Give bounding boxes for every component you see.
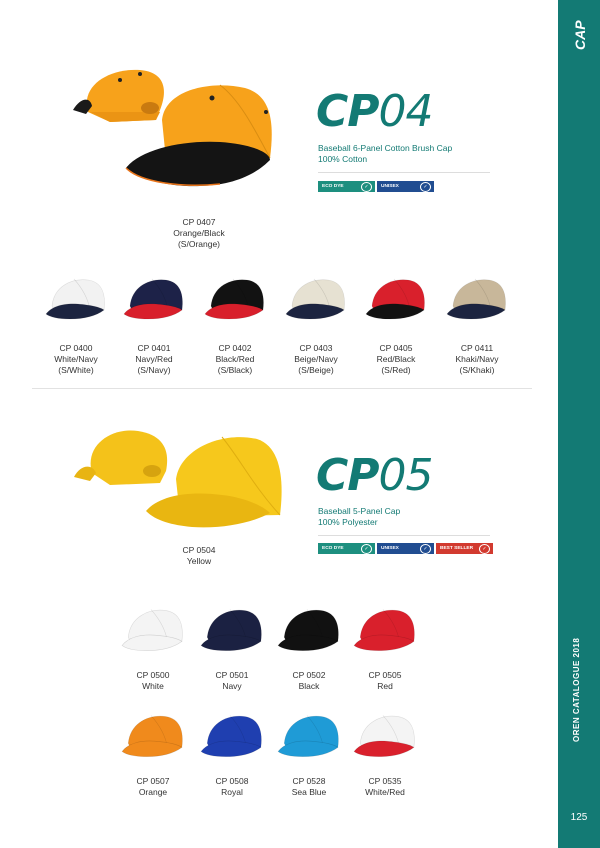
variant-label — [437, 343, 517, 376]
cap-image — [44, 275, 108, 326]
variant-code: CP 0502 — [292, 670, 326, 680]
cap-image — [276, 712, 342, 763]
variant-colour: Orange — [138, 787, 168, 797]
badge — [436, 543, 493, 554]
cp04-description — [318, 143, 452, 165]
variant-label — [195, 343, 275, 376]
cp04-hero-label: CP 0407 Orange/Black (S/Orange) — [173, 217, 225, 249]
variant-code: CP 0501 — [215, 670, 249, 680]
badge-icon: ✓ — [361, 182, 372, 192]
variant-colour: Sea Blue — [291, 787, 327, 797]
variant-sandwich: (S/Navy) — [137, 365, 171, 375]
variant-colour: Black/Red — [215, 354, 255, 364]
variant-label — [356, 343, 436, 376]
variant-label — [345, 776, 425, 798]
cap-image — [122, 275, 186, 326]
variant-code: CP 0405 — [379, 343, 413, 353]
badge-label: UNISEX — [381, 184, 399, 189]
badge — [318, 543, 375, 554]
variant-code: CP 0403 — [299, 343, 333, 353]
variant-label — [269, 670, 349, 692]
badge-icon: ✓ — [420, 544, 431, 554]
cap-image — [199, 712, 265, 763]
cap-image — [352, 606, 418, 657]
variant-code: CP 0528 — [292, 776, 326, 786]
variant-code: CP 0507 — [136, 776, 170, 786]
cp05-material: 100% Polyester — [318, 517, 378, 527]
variant-code: CP 0505 — [368, 670, 402, 680]
variant-label — [269, 776, 349, 798]
badge-icon: ✓ — [479, 544, 490, 554]
category-label: CAP — [572, 20, 588, 50]
variant-label — [276, 343, 356, 376]
cap-image — [203, 275, 267, 326]
cp05-description — [318, 506, 400, 528]
cp05-title: Baseball 5-Panel Cap — [318, 506, 401, 516]
cp04-title: Baseball 6-Panel Cotton Brush Cap — [318, 143, 453, 153]
sidebar — [558, 0, 600, 848]
variant-colour: White/Red — [365, 787, 405, 797]
cp04-badges — [318, 181, 436, 192]
cp05-hero-label: CP 0504 Yellow — [182, 545, 216, 566]
cap-image — [284, 275, 348, 326]
variant-code: CP 0401 — [137, 343, 171, 353]
variant-label — [192, 776, 272, 798]
cap-image — [120, 712, 186, 763]
variant-code: CP 0508 — [215, 776, 249, 786]
cp05-code: CP05 — [316, 450, 433, 501]
page-number: 125 — [570, 812, 588, 823]
variant-colour: Navy/Red — [135, 354, 173, 364]
variant-colour: Black — [298, 681, 320, 691]
cap-image — [352, 712, 418, 763]
variant-colour: Red/Black — [376, 354, 416, 364]
cap-image — [276, 606, 342, 657]
variant-sandwich: (S/White) — [58, 365, 94, 375]
variant-label — [114, 343, 194, 376]
badge-label: UNISEX — [381, 546, 399, 551]
cap-image — [199, 606, 265, 657]
variant-colour: Navy — [222, 681, 242, 691]
variant-colour: White — [142, 681, 164, 691]
variant-colour: Beige/Navy — [294, 354, 338, 364]
cap-image — [120, 606, 186, 657]
variant-label — [345, 670, 425, 692]
variant-colour: Khaki/Navy — [455, 354, 499, 364]
badge-label: ECO DYE — [322, 184, 344, 189]
variant-label — [192, 670, 272, 692]
badge-icon: ✓ — [420, 182, 431, 192]
variant-label — [113, 670, 193, 692]
badge-label: BEST SELLER — [440, 546, 474, 551]
variant-code: CP 0535 — [368, 776, 402, 786]
variant-colour: Royal — [221, 787, 243, 797]
variant-label — [36, 343, 116, 376]
variant-code: CP 0500 — [136, 670, 170, 680]
cp04-material: 100% Cotton — [318, 154, 368, 164]
variant-colour: Red — [377, 681, 393, 691]
cp05-hero-image — [72, 425, 282, 545]
cp04-hero-image — [70, 60, 280, 190]
variant-sandwich: (S/Beige) — [298, 365, 334, 375]
cp04-divider — [318, 172, 490, 173]
badge — [377, 543, 434, 554]
cp04-code: CP04 — [316, 86, 433, 137]
badge — [318, 181, 375, 192]
variant-label — [113, 776, 193, 798]
cap-image — [364, 275, 428, 326]
variant-code: CP 0402 — [218, 343, 252, 353]
variant-code: CP 0400 — [59, 343, 93, 353]
badge-label: ECO DYE — [322, 546, 344, 551]
variant-sandwich: (S/Red) — [381, 365, 411, 375]
catalogue-title: OREN CATALOGUE 2018 — [572, 637, 581, 742]
badge-icon: ✓ — [361, 544, 372, 554]
variant-colour: White/Navy — [54, 354, 98, 364]
section-separator — [32, 388, 532, 389]
variant-sandwich: (S/Khaki) — [459, 365, 495, 375]
badge — [377, 181, 434, 192]
cp05-badges — [318, 543, 495, 554]
variant-code: CP 0411 — [460, 343, 494, 353]
cp05-divider — [318, 535, 490, 536]
cap-image — [445, 275, 509, 326]
variant-sandwich: (S/Black) — [217, 365, 253, 375]
